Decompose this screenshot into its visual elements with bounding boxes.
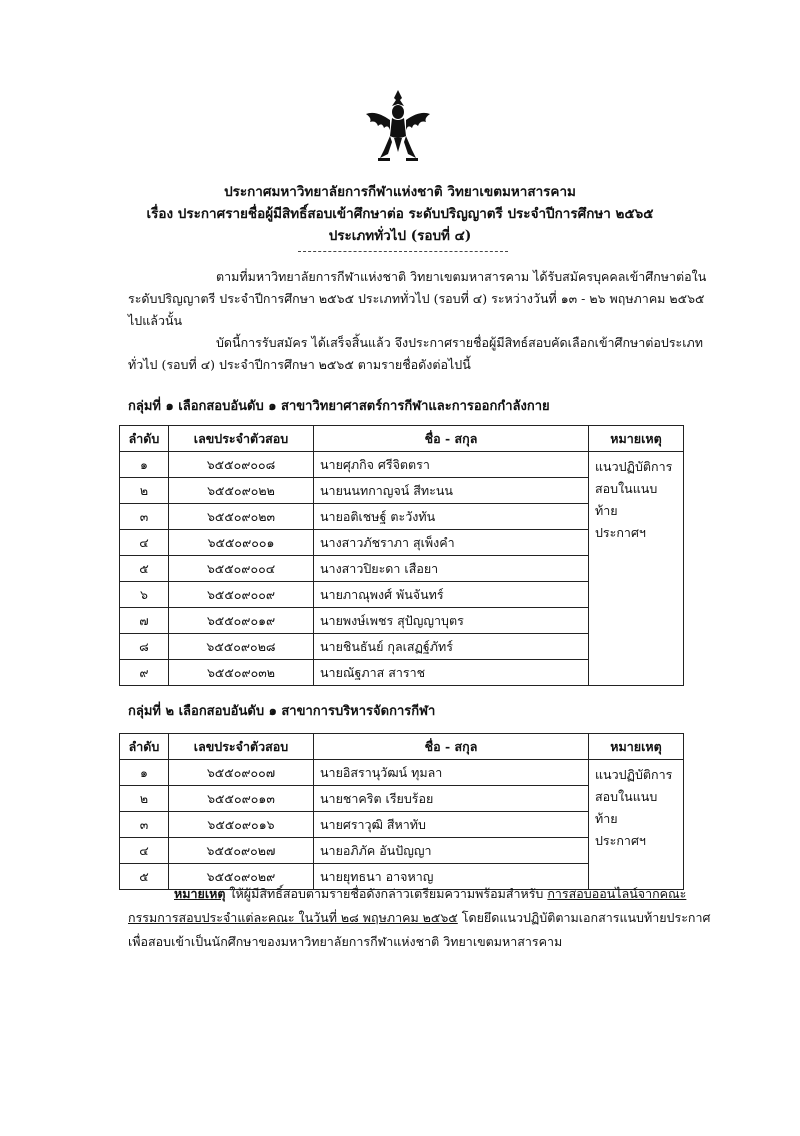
cell-exam-id: ๖๕๕๐๙๐๒๒	[169, 478, 314, 504]
announcement-category: ประเภททั่วไป (รอบที่ ๔)	[328, 228, 472, 244]
cell-no: ๗	[120, 608, 169, 634]
cell-exam-id: ๖๕๕๐๙๐๒๙	[169, 864, 314, 890]
cell-no: ๙	[120, 660, 169, 686]
cell-name: นายนนทกาญจน์ สีทะนน	[314, 478, 589, 504]
cell-no: ๓	[120, 504, 169, 530]
footnote	[128, 882, 728, 954]
announcement-title: ประกาศมหาวิทยาลัยการกีฬาแห่งชาติ วิทยาเขตมหาสารคาม	[224, 184, 576, 200]
cell-exam-id: ๖๕๕๐๙๐๑๓	[169, 786, 314, 812]
remark-line: ประกาศฯ	[595, 525, 646, 540]
cell-name: นายชาคริต เรียบร้อย	[314, 786, 589, 812]
announcement-subject: เรื่อง ประกาศรายชื่อผู้มีสิทธิ์สอบเข้าศึกษาต่อ ระดับปริญญาตรี ประจำปีการศึกษา ๒๕๖๕	[146, 206, 654, 222]
cell-no: ๕	[120, 864, 169, 890]
cell-name: นายอิสรานุวัฒน์ ทุมลา	[314, 760, 589, 786]
table-row	[120, 452, 684, 478]
notice-paragraph: บัดนี้การรับสมัคร ได้เสร็จสิ้นแล้ว จึงประกาศรายชื่อผู้มีสิทธ์สอบคัดเลือกเข้าศึกษาต่อประเภททั่วไป (รอบที่ ๔) ประจำปีการศึกษา ๒๕๖๕ ตามรายชื่อดังต่อไปนี้	[128, 335, 704, 372]
cell-no: ๔	[120, 838, 169, 864]
intro-paragraph: ตามที่มหาวิทยาลัยการกีฬาแห่งชาติ วิทยาเขตมหาสารคาม ได้รับสมัครบุคคลเข้าศึกษาต่อในระดับปริญญาตรี ประจำปีการศึกษา ๒๕๖๕ ประเภททั่วไป (รอบที่ ๔) ระหว่างวันที่ ๑๓ - ๒๖ พฤษภาคม ๒๕๖๕ ไปแล้วนั้น	[128, 269, 707, 328]
remark-line: ประกาศฯ	[595, 833, 646, 848]
cell-exam-id: ๖๕๕๐๙๐๒๗	[169, 838, 314, 864]
cell-no: ๑	[120, 760, 169, 786]
cell-exam-id: ๖๕๕๐๙๐๐๗	[169, 760, 314, 786]
remark-line: สอบในแนบท้าย	[595, 481, 658, 518]
col-header-remark: หมายเหตุ	[589, 734, 684, 760]
cell-exam-id: ๖๕๕๐๙๐๒๓	[169, 504, 314, 530]
header-divider	[298, 251, 508, 252]
cell-name: นายอภิภัค อันปัญญา	[314, 838, 589, 864]
cell-exam-id: ๖๕๕๐๙๐๑๙	[169, 608, 314, 634]
cell-name: นายศุภกิจ ศรีจิตตรา	[314, 452, 589, 478]
cell-exam-id: ๖๕๕๐๙๐๐๘	[169, 452, 314, 478]
col-header-name: ชื่อ - สกุล	[314, 426, 589, 452]
cell-no: ๖	[120, 582, 169, 608]
cell-no: ๒	[120, 786, 169, 812]
cell-name: นายชินธันย์ กุลเสฏฐ์ภัทร์	[314, 634, 589, 660]
footnote-text-1: ให้ผู้มีสิทธิ์สอบตามรายชื่อดังกล่าวเตรียมความพร้อมสำหรับ	[225, 886, 548, 901]
cell-exam-id: ๖๕๕๐๙๐๐๔	[169, 556, 314, 582]
group-2-title: กลุ่มที่ ๒ เลือกสอบอันดับ ๑ สาขาการบริหารจัดการกีฬา	[128, 704, 436, 719]
garuda-emblem-icon	[362, 88, 434, 166]
footnote-text-2: โดยยึดแนวปฏิบัติตามเอกสารแนบท้ายประกาศ เพื่อสอบเข้าเป็นนักศึกษาของมหาวิทยาลัยการกีฬาแห่งชาติ วิทยาเขตมหาสารคาม	[128, 910, 711, 949]
col-header-no: ลำดับ	[120, 734, 169, 760]
cell-no: ๓	[120, 812, 169, 838]
cell-no: ๕	[120, 556, 169, 582]
col-header-exam-id: เลขประจำตัวสอบ	[169, 734, 314, 760]
group-1-title: กลุ่มที่ ๑ เลือกสอบอันดับ ๑ สาขาวิทยาศาสตร์การกีฬาและการออกกำลังกาย	[128, 399, 550, 414]
cell-name: นางสาวภัชราภา สุเพ็งคำ	[314, 530, 589, 556]
footnote-underlined: การสอบออนไลน์จากคณะกรรมการสอบประจำแต่ละคณะ ในวันที่ ๒๘ พฤษภาคม ๒๕๖๕	[128, 886, 687, 925]
group-1-table	[119, 425, 684, 686]
cell-name: นายอติเชษฐ์ ตะวังทัน	[314, 504, 589, 530]
table-header-row	[120, 734, 684, 760]
cell-remark	[589, 452, 684, 686]
cell-no: ๔	[120, 530, 169, 556]
table-header-row	[120, 426, 684, 452]
table-row	[120, 760, 684, 786]
cell-name: นายภาณุพงศ์ พันจันทร์	[314, 582, 589, 608]
cell-no: ๒	[120, 478, 169, 504]
remark-line: แนวปฏิบัติการ	[595, 767, 673, 782]
col-header-no: ลำดับ	[120, 426, 169, 452]
cell-name: นายณัฐภาส สาราช	[314, 660, 589, 686]
cell-exam-id: ๖๕๕๐๙๐๓๒	[169, 660, 314, 686]
cell-exam-id: ๖๕๕๐๙๐๒๘	[169, 634, 314, 660]
cell-no: ๘	[120, 634, 169, 660]
group-2-table	[119, 733, 684, 890]
cell-remark	[589, 760, 684, 890]
cell-exam-id: ๖๕๕๐๙๐๐๑	[169, 530, 314, 556]
footnote-label: หมายเหตุ	[174, 886, 226, 901]
cell-name: นายศราวุฒิ สีหาทับ	[314, 812, 589, 838]
remark-line: สอบในแนบท้าย	[595, 789, 658, 826]
cell-exam-id: ๖๕๕๐๙๐๐๙	[169, 582, 314, 608]
cell-name: นายพงษ์เพชร สุปัญญาบุตร	[314, 608, 589, 634]
col-header-exam-id: เลขประจำตัวสอบ	[169, 426, 314, 452]
cell-name: นายยุทธนา อาจหาญ	[314, 864, 589, 890]
cell-exam-id: ๖๕๕๐๙๐๑๖	[169, 812, 314, 838]
col-header-remark: หมายเหตุ	[589, 426, 684, 452]
cell-no: ๑	[120, 452, 169, 478]
cell-name: นางสาวปิยะดา เสือยา	[314, 556, 589, 582]
remark-line: แนวปฏิบัติการ	[595, 459, 673, 474]
col-header-name: ชื่อ - สกุล	[314, 734, 589, 760]
